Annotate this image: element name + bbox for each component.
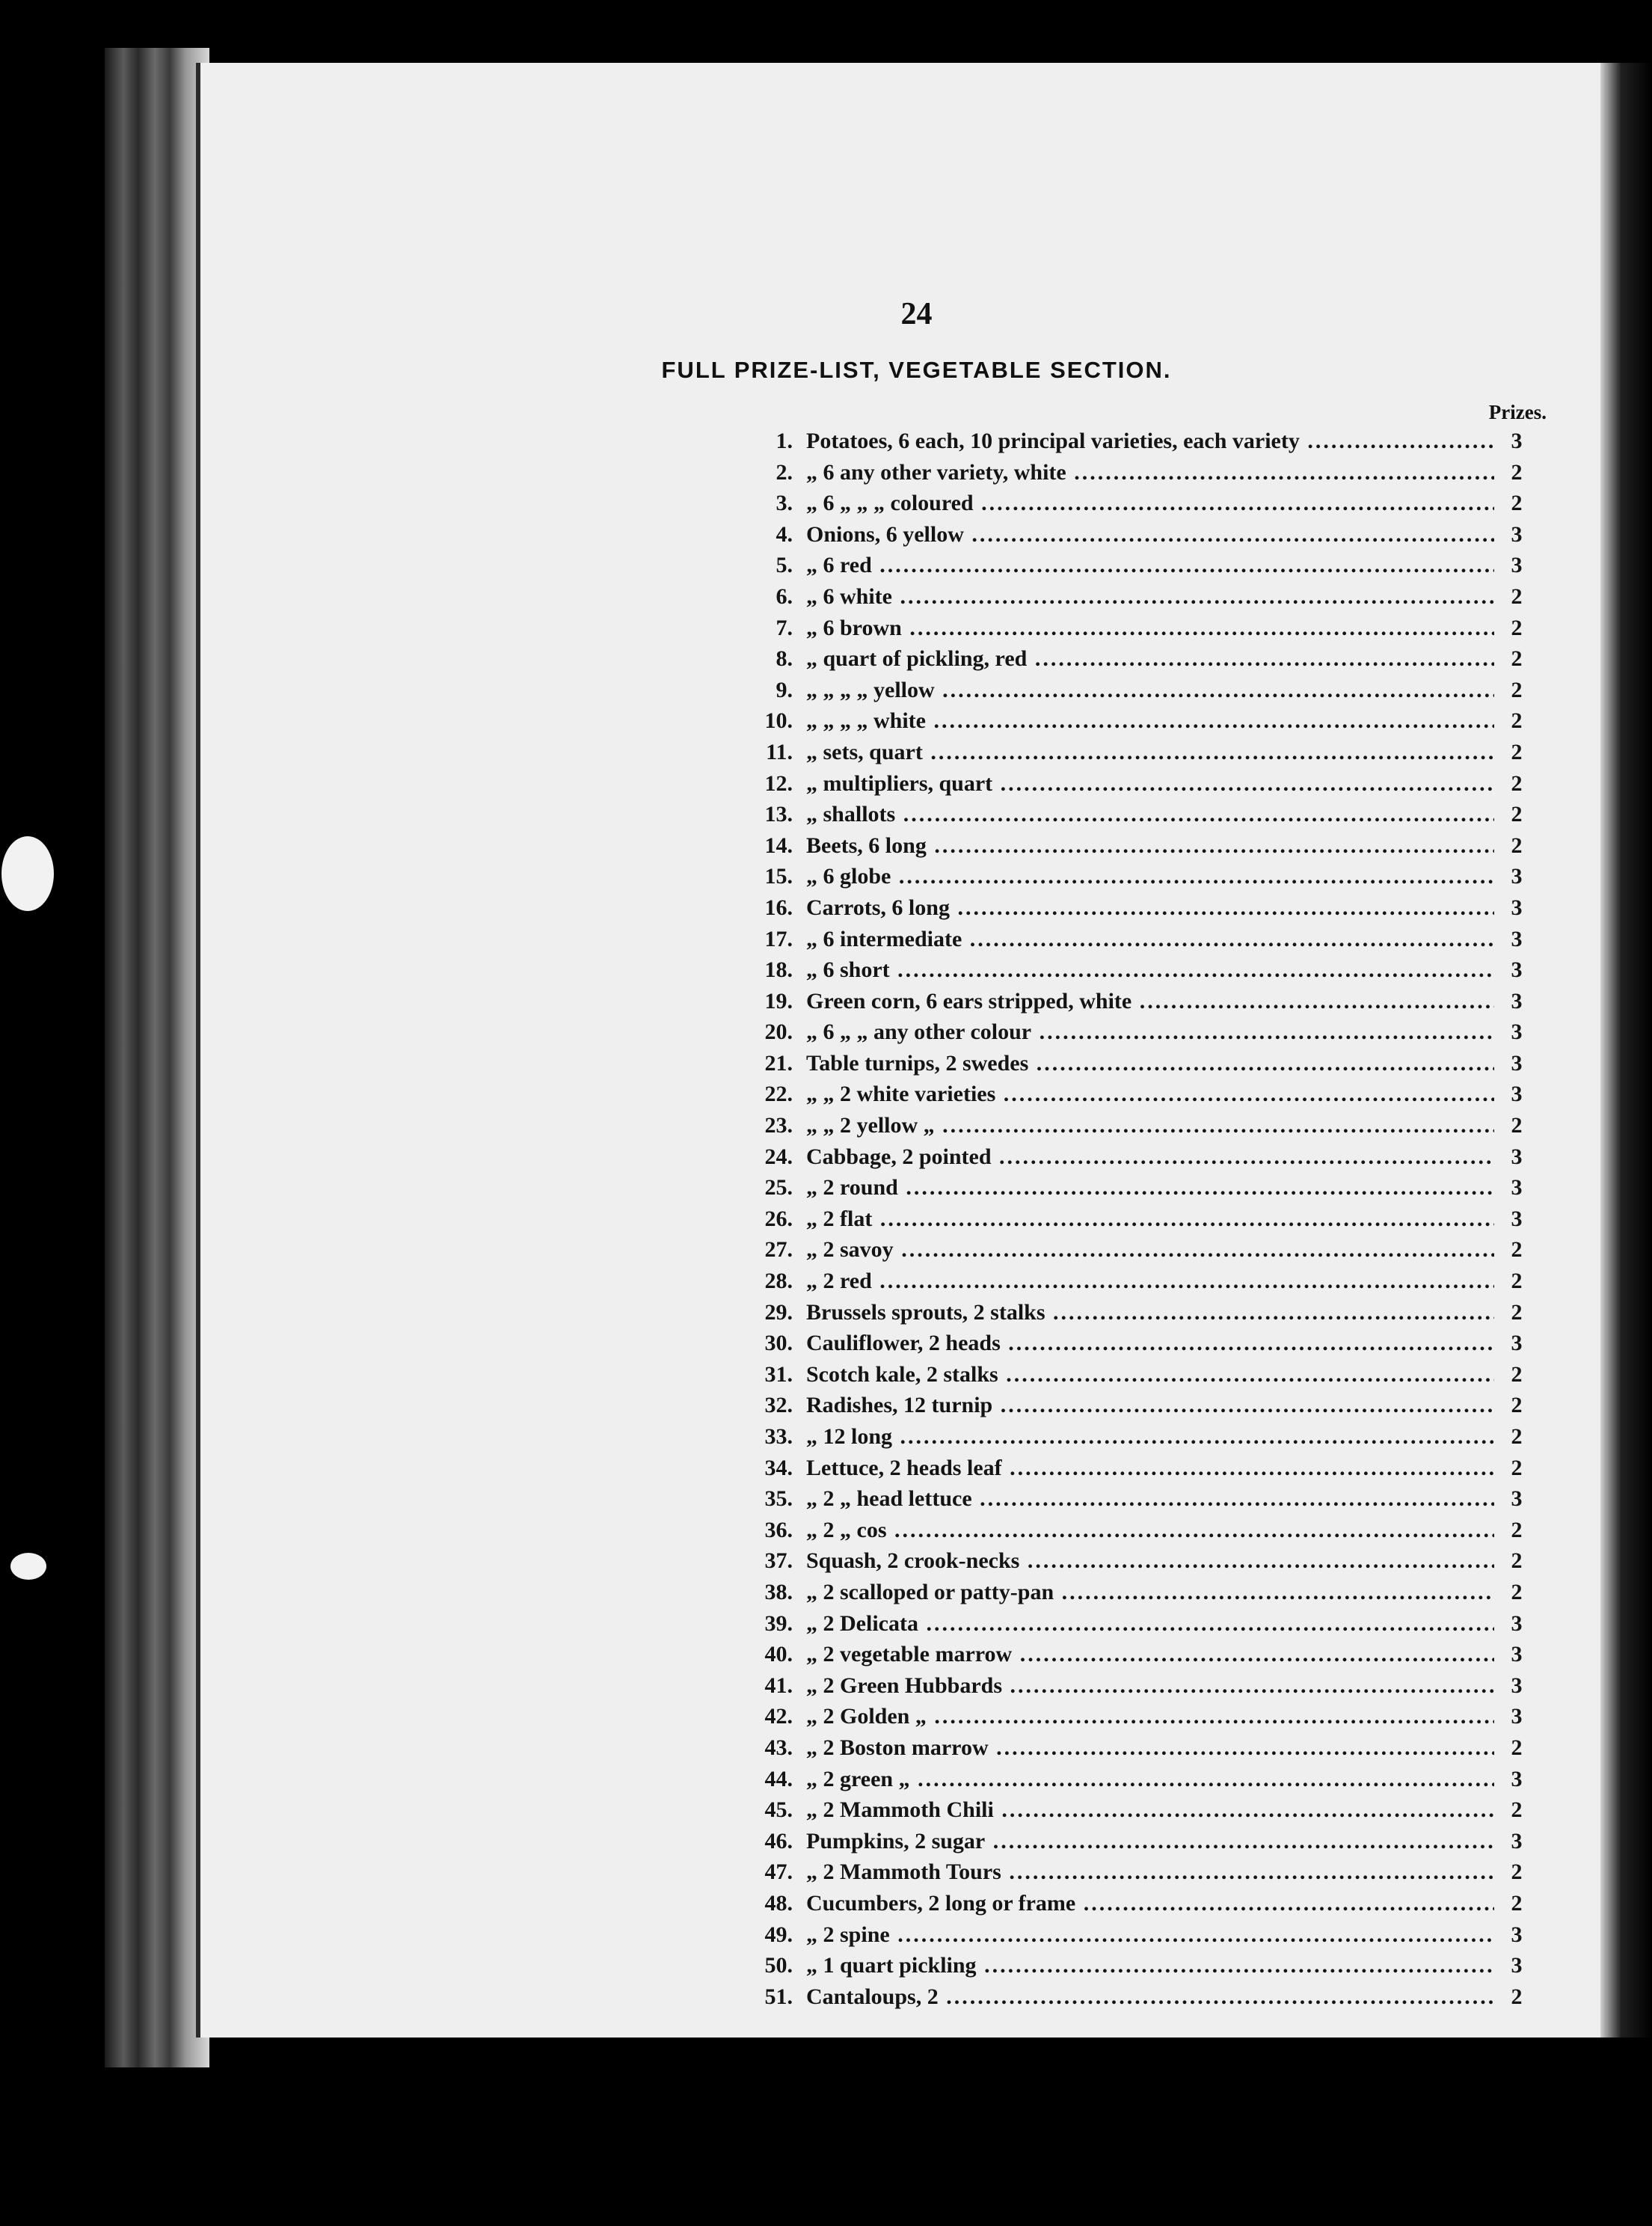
item-number: 42. [764,1704,793,1729]
item-number: 14. [764,833,793,858]
item-prize-count: 3 [1511,1672,1523,1698]
item-description: „ 1 quart pickling ..... [806,1950,1494,1981]
item-description: Cantaloups, 2 ..... [806,1981,1494,2013]
item-prize-count: 2 [1511,646,1523,672]
item-number: 30. [764,1331,793,1356]
list-item [746,1390,1532,1421]
list-item [746,1919,1532,1951]
item-prize-count: 2 [1511,1890,1523,1916]
item-number: 40. [764,1642,793,1667]
item-prize-count: 2 [1511,459,1523,485]
item-number: 7. [776,615,793,640]
item-description: „ 6 any other variety, white ..... [806,457,1494,488]
list-item [746,830,1532,862]
list-item [746,426,1532,457]
item-number: 49. [764,1922,793,1947]
list-item [746,737,1532,768]
item-number: 8. [776,646,793,672]
item-description: „ „ „ „ white ..... [806,705,1494,737]
list-item [746,861,1532,892]
item-number: 27. [764,1237,793,1263]
page-title: FULL PRIZE-LIST, VEGETABLE SECTION. [661,357,1172,383]
item-number: 31. [764,1361,793,1387]
list-item [746,1234,1532,1266]
list-item [746,1670,1532,1702]
binder-hole [10,1553,46,1580]
item-description: „ sets, quart ..... [806,737,1494,768]
item-number: 41. [764,1672,793,1698]
item-number: 22. [764,1082,793,1107]
item-number: 23. [764,1113,793,1138]
item-number: 20. [764,1020,793,1045]
list-item [746,924,1532,955]
item-description: Cauliflower, 2 heads ..... [806,1328,1494,1359]
list-item [746,1764,1532,1795]
prizes-column-header: Prizes. [1488,401,1547,423]
item-prize-count: 3 [1511,1642,1523,1667]
list-item [746,1204,1532,1235]
item-description: „ 6 brown ..... [806,613,1494,644]
list-item [746,581,1532,613]
item-description: „ 2 Green Hubbards ..... [806,1670,1494,1702]
list-item [746,1794,1532,1826]
list-item [746,1141,1532,1173]
item-prize-count: 2 [1511,1455,1523,1480]
item-description: „ multipliers, quart ..... [806,768,1494,800]
item-description: „ 2 Boston marrow ..... [806,1732,1494,1764]
item-prize-count: 2 [1511,1269,1523,1294]
item-prize-count: 2 [1511,1548,1523,1574]
page-number: 24 [900,297,933,331]
item-description: „ 6 red ..... [806,550,1494,581]
item-number: 29. [764,1299,793,1325]
item-description: „ 6 white ..... [806,581,1494,613]
item-description: „ „ 2 yellow „ ..... [806,1110,1494,1141]
item-number: 50. [764,1953,793,1978]
item-prize-count: 2 [1511,1517,1523,1542]
item-prize-count: 2 [1511,1113,1523,1138]
item-number: 15. [764,864,793,889]
item-description: „ 2 spine ..... [806,1919,1494,1951]
item-prize-count: 3 [1511,1206,1523,1231]
item-number: 12. [764,770,793,796]
item-prize-count: 2 [1511,739,1523,764]
list-item [746,1856,1532,1888]
item-prize-count: 3 [1511,926,1523,951]
item-prize-count: 2 [1511,1237,1523,1263]
list-item [746,1172,1532,1204]
list-item [746,1017,1532,1048]
item-prize-count: 2 [1511,833,1523,858]
item-prize-count: 3 [1511,1050,1523,1076]
item-number: 36. [764,1517,793,1542]
item-description: Onions, 6 yellow ..... [806,519,1494,551]
item-number: 34. [764,1455,793,1480]
item-number: 43. [764,1735,793,1760]
item-description: Cabbage, 2 pointed ..... [806,1141,1494,1173]
item-prize-count: 2 [1511,1579,1523,1604]
item-prize-count: 2 [1511,1424,1523,1449]
item-number: 3. [776,491,793,516]
item-description: „ 2 Mammoth Chili ..... [806,1794,1494,1826]
item-number: 51. [764,1984,793,2009]
item-description: „ 2 green „ ..... [806,1764,1494,1795]
page-shadow [1600,63,1652,2038]
list-item [746,1732,1532,1764]
item-prize-count: 2 [1511,1361,1523,1387]
item-number: 9. [776,677,793,702]
list-item [746,1359,1532,1391]
list-item [746,1079,1532,1110]
item-prize-count: 2 [1511,1859,1523,1885]
item-number: 35. [764,1486,793,1512]
item-prize-count: 3 [1511,553,1523,578]
list-item [746,1048,1532,1079]
item-prize-count: 2 [1511,708,1523,734]
list-item [746,1577,1532,1608]
item-prize-count: 3 [1511,521,1523,547]
list-item [746,1950,1532,1981]
list-item [746,1608,1532,1640]
item-prize-count: 3 [1511,957,1523,983]
item-prize-count: 2 [1511,1393,1523,1418]
list-item [746,768,1532,800]
item-number: 18. [764,957,793,983]
list-item [746,986,1532,1017]
list-item [746,1701,1532,1732]
item-prize-count: 2 [1511,677,1523,702]
list-item [746,1328,1532,1359]
item-description: Carrots, 6 long ..... [806,892,1494,924]
item-description: „ 6 short ..... [806,954,1494,986]
item-prize-count: 2 [1511,1299,1523,1325]
list-item [746,519,1532,551]
item-number: 28. [764,1269,793,1294]
item-number: 37. [764,1548,793,1574]
list-item [746,1826,1532,1857]
list-item [746,1297,1532,1328]
item-prize-count: 3 [1511,1828,1523,1854]
item-description: Radishes, 12 turnip ..... [806,1390,1494,1421]
book-page-edge [105,48,209,2067]
list-item [746,1545,1532,1577]
item-description: „ 6 intermediate ..... [806,924,1494,955]
item-description: „ 2 Mammoth Tours ..... [806,1856,1494,1888]
item-number: 17. [764,926,793,951]
list-item [746,1888,1532,1919]
item-prize-count: 2 [1511,1797,1523,1823]
item-number: 11. [766,739,793,764]
item-number: 39. [764,1610,793,1636]
item-prize-count: 3 [1511,1082,1523,1107]
item-description: Potatoes, 6 each, 10 principal varieties, each variety ..... [806,426,1494,457]
item-number: 45. [764,1797,793,1823]
item-prize-count: 3 [1511,1486,1523,1512]
item-description: Scotch kale, 2 stalks ..... [806,1359,1494,1391]
item-description: „ 12 long ..... [806,1421,1494,1453]
list-item [746,1639,1532,1670]
item-prize-count: 3 [1511,1704,1523,1729]
item-number: 46. [764,1828,793,1854]
item-description: Green corn, 6 ears stripped, white ..... [806,986,1494,1017]
list-item [746,613,1532,644]
item-prize-count: 2 [1511,770,1523,796]
item-prize-count: 3 [1511,895,1523,920]
item-prize-count: 2 [1511,615,1523,640]
item-number: 16. [764,895,793,920]
item-number: 48. [764,1890,793,1916]
item-description: Lettuce, 2 heads leaf ..... [806,1453,1494,1484]
list-item [746,799,1532,830]
item-number: 6. [776,583,793,609]
item-prize-count: 3 [1511,1020,1523,1045]
list-item [746,1266,1532,1297]
item-prize-count: 3 [1511,1331,1523,1356]
item-prize-count: 3 [1511,1144,1523,1169]
list-item [746,1483,1532,1515]
item-prize-count: 3 [1511,1766,1523,1791]
item-prize-count: 3 [1511,1922,1523,1947]
document-page [196,63,1633,2038]
list-item [746,675,1532,706]
item-prize-count: 2 [1511,491,1523,516]
item-number: 24. [764,1144,793,1169]
item-description: Beets, 6 long ..... [806,830,1494,862]
item-description: „ 6 globe ..... [806,861,1494,892]
item-description: „ 2 scalloped or patty-pan ..... [806,1577,1494,1608]
item-description: „ 2 vegetable marrow ..... [806,1639,1494,1670]
item-description: Pumpkins, 2 sugar ..... [806,1826,1494,1857]
item-prize-count: 2 [1511,802,1523,827]
item-number: 4. [776,521,793,547]
prize-list [746,426,1532,2012]
list-item [746,1453,1532,1484]
item-number: 2. [776,459,793,485]
item-description: „ quart of pickling, red ..... [806,643,1494,675]
item-prize-count: 2 [1511,583,1523,609]
item-number: 32. [764,1393,793,1418]
item-prize-count: 3 [1511,429,1523,453]
item-prize-count: 3 [1511,1953,1523,1978]
item-description: „ 2 round ..... [806,1172,1494,1204]
list-item [746,705,1532,737]
item-description: „ shallots ..... [806,799,1494,830]
item-number: 5. [776,553,793,578]
list-item [746,954,1532,986]
item-prize-count: 3 [1511,864,1523,889]
list-item [746,488,1532,519]
item-description: Squash, 2 crook-necks ..... [806,1545,1494,1577]
item-description: „ 2 Golden „ ..... [806,1701,1494,1732]
list-item [746,643,1532,675]
binder-hole [1,836,54,911]
item-description: Cucumbers, 2 long or frame ..... [806,1888,1494,1919]
item-description: Table turnips, 2 swedes ..... [806,1048,1494,1079]
list-item [746,1110,1532,1141]
item-description: Brussels sprouts, 2 stalks ..... [806,1297,1494,1328]
item-number: 10. [764,708,793,734]
item-prize-count: 3 [1511,1175,1523,1201]
item-prize-count: 2 [1511,1735,1523,1760]
item-description: „ 2 savoy ..... [806,1234,1494,1266]
item-description: „ 2 „ cos ..... [806,1515,1494,1546]
item-number: 25. [764,1175,793,1201]
item-number: 26. [764,1206,793,1231]
item-description: „ 2 red ..... [806,1266,1494,1297]
item-number: 44. [764,1766,793,1791]
item-number: 33. [764,1424,793,1449]
item-number: 19. [764,988,793,1014]
item-description: „ „ „ „ yellow ..... [806,675,1494,706]
list-item [746,1515,1532,1546]
item-description: „ „ 2 white varieties ..... [806,1079,1494,1110]
list-item [746,1981,1532,2013]
item-number: 38. [764,1579,793,1604]
item-description: „ 2 „ head lettuce ..... [806,1483,1494,1515]
item-number: 13. [764,802,793,827]
item-description: „ 2 Delicata ..... [806,1608,1494,1640]
list-item [746,1421,1532,1453]
list-item [746,457,1532,488]
item-number: 1. [776,429,793,453]
item-number: 21. [764,1050,793,1076]
item-description: „ 6 „ „ „ coloured ..... [806,488,1494,519]
item-prize-count: 3 [1511,1610,1523,1636]
item-prize-count: 3 [1511,988,1523,1014]
item-description: „ 6 „ „ any other colour ..... [806,1017,1494,1048]
list-item [746,550,1532,581]
item-description: „ 2 flat ..... [806,1204,1494,1235]
item-number: 47. [764,1859,793,1885]
list-item [746,892,1532,924]
item-prize-count: 2 [1511,1984,1523,2009]
